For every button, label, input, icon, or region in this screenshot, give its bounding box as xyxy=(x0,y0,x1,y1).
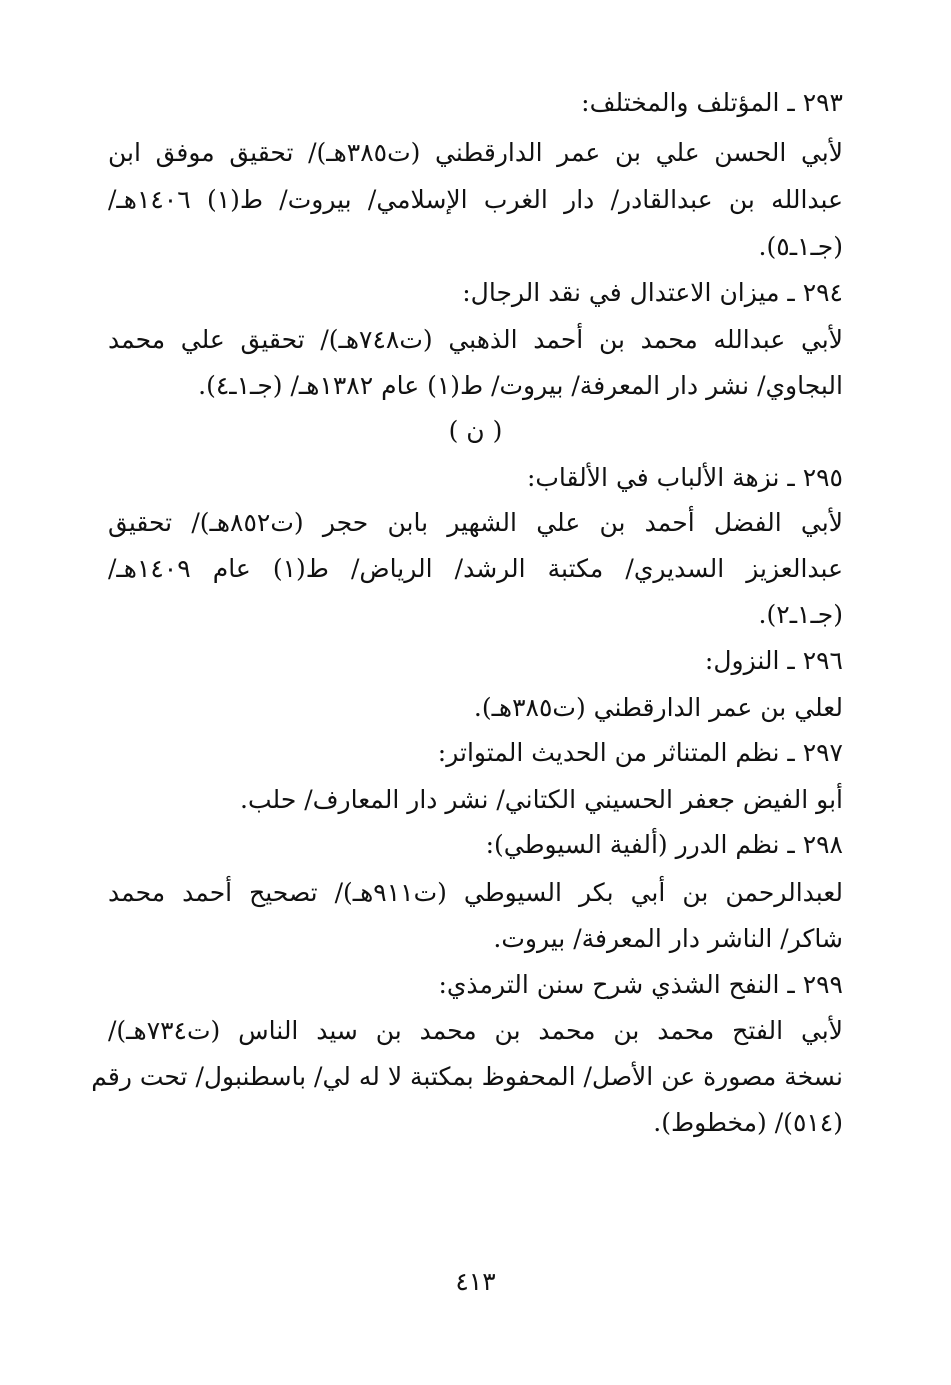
entry-299-line-2: نسخة مصورة عن الأصل/ المحفوظ بمكتبة لا له لي/ باسطنبول/ تحت رقم xyxy=(91,1062,843,1091)
entry-296-heading: ٢٩٦ ـ النزول: xyxy=(704,646,843,675)
entry-294-line-1: لأبي عبدالله محمد بن أحمد الذهبي (ت٧٤٨هـ)/ تحقيق علي محمد xyxy=(108,325,844,354)
entry-293-heading: ٢٩٣ ـ المؤتلف والمختلف: xyxy=(581,88,843,117)
entry-299-line-3: (٥١٤)/ (مخطوط). xyxy=(653,1108,843,1137)
entry-294-heading: ٢٩٤ ـ ميزان الاعتدال في نقد الرجال: xyxy=(462,278,843,307)
entry-297-heading: ٢٩٧ ـ نظم المتناثر من الحديث المتواتر: xyxy=(437,738,843,767)
entry-299-line-1: لأبي الفتح محمد بن محمد بن محمد بن سيد الناس (ت٧٣٤هـ)/ xyxy=(108,1016,843,1045)
entry-296-line-1: لعلي بن عمر الدارقطني (ت٣٨٥هـ). xyxy=(473,693,843,722)
entry-295-heading: ٢٩٥ ـ نزهة الألباب في الألقاب: xyxy=(526,463,843,492)
entry-293-line-2: عبدالله بن عبدالقادر/ دار الغرب الإسلامي/ بيروت/ ط(١) ١٤٠٦هـ/ xyxy=(108,185,843,214)
entry-295-line-3: (جـ١ـ٢). xyxy=(758,600,843,629)
entry-298-heading: ٢٩٨ ـ نظم الدرر (ألفية السيوطي): xyxy=(485,830,843,859)
entry-294-line-2: البجاوي/ نشر دار المعرفة/ بيروت/ ط(١) عام ١٣٨٢هـ/ (جـ١ـ٤). xyxy=(198,371,843,400)
entry-299-heading: ٢٩٩ ـ النفح الشذي شرح سنن الترمذي: xyxy=(438,970,843,999)
section-letter-heading: ( ن ) xyxy=(448,416,503,445)
entry-297-line-1: أبو الفيض جعفر الحسيني الكتاني/ نشر دار المعارف/ حلب. xyxy=(240,785,843,814)
entry-298-line-2: شاكر/ الناشر دار المعرفة/ بيروت. xyxy=(493,924,843,953)
page-number: ٤١٣ xyxy=(455,1267,496,1296)
entry-293-line-3: (جـ١ـ٥). xyxy=(758,232,843,261)
entry-295-line-2: عبدالعزيز السديري/ مكتبة الرشد/ الرياض/ ط(١) عام ١٤٠٩هـ/ xyxy=(108,554,843,583)
entry-293-line-1: لأبي الحسن علي بن عمر الدارقطني (ت٣٨٥هـ)/ تحقيق موفق ابن xyxy=(108,138,843,167)
entry-298-line-1: لعبدالرحمن بن أبي بكر السيوطي (ت٩١١هـ)/ تصحيح أحمد محمد xyxy=(108,878,843,907)
entry-295-line-1: لأبي الفضل أحمد بن علي الشهير بابن حجر (ت٨٥٢هـ)/ تحقيق xyxy=(108,508,843,537)
